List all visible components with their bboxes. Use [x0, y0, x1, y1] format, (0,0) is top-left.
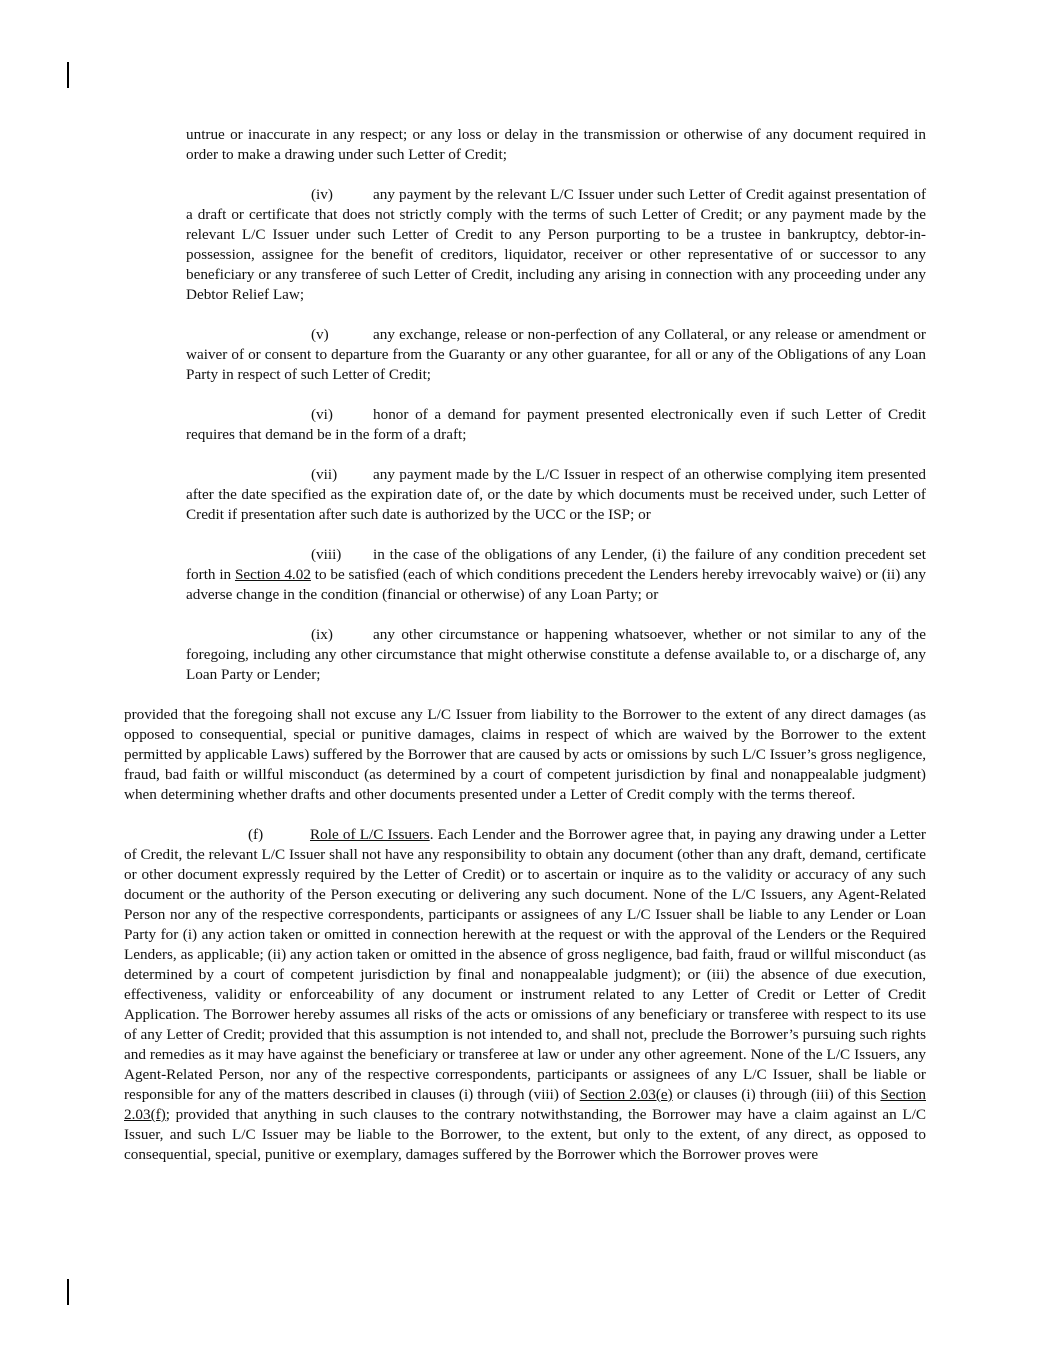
clause-vi — [186, 405, 926, 445]
clause-label: (vii) — [311, 466, 338, 483]
section-reference-link: Section 2.03(f) — [124, 1086, 926, 1123]
clause-label: (v) — [311, 326, 329, 343]
clause-label: (viii) — [311, 546, 342, 563]
clause-label: (vi) — [311, 406, 333, 423]
clause-label: (ix) — [311, 626, 333, 643]
change-bar-top — [67, 62, 69, 88]
intro-continuation: untrue or inaccurate in any respect; or any loss or delay in the transmission or otherwise of any document required in order to make a drawing under such Letter of Credit; — [186, 126, 926, 163]
section-reference-link: Section 4.02 — [234, 566, 311, 583]
section-f-text: ; provided that anything in such clauses to the contrary notwithstanding, the Borrower may have a claim against an L/C Issuer, and such L/C Issuer may be liable to the Borrower, to the extent, but only to the extent, of any direct, as opposed to consequential, special, punitive or exemplary, damages suffered by the Borrower which the Borrower proves were — [124, 1106, 926, 1163]
clause-text: any payment by the relevant L/C Issuer under such Letter of Credit against presentation of a draft or certificate that does not strictly comply with the terms of such Letter of Credit; or any payment made by the relevant L/C Issuer under such Letter of Credit to any Person purporting to be a trustee in bankruptcy, debtor-in-possession, assignee for the benefit of creditors, liquidator, receiver or other representative of or successor to any beneficiary or any transferee of such Letter of Credit, including any arising in connection with any proceeding under any Debtor Relief Law; — [186, 186, 926, 303]
clause-v — [186, 325, 926, 385]
clause-text: any other circumstance or happening whatsoever, whether or not similar to any of the foregoing, including any other circumstance that might otherwise constitute a defense available to, or a discharge of, any Loan Party or Lender; — [186, 626, 926, 683]
change-bar-bottom — [67, 1279, 69, 1305]
section-reference-link: Section 2.03(e) — [579, 1086, 673, 1103]
clause-text: in the case of the obligations of any Lender, (i) the failure of any condition precedent set forth in — [186, 546, 926, 583]
section-f-label: (f) — [248, 826, 264, 843]
section-f-paragraph — [124, 825, 926, 1165]
document-page — [124, 125, 926, 1165]
clause-iv — [186, 185, 926, 305]
section-f-heading: Role of L/C Issuers — [310, 826, 430, 843]
clause-viii — [186, 545, 926, 605]
clause-text: any exchange, release or non-perfection of any Collateral, or any release or amendment or waiver of or consent to departure from the Guaranty or any other guarantee, for all or any of the Obligations of any Loan Party in respect of such Letter of Credit; — [186, 326, 926, 383]
section-f-text: or clauses (i) through (iii) of this — [672, 1086, 881, 1103]
clause-text: honor of a demand for payment presented electronically even if such Letter of Credit requires that demand be in the form of a draft; — [186, 406, 926, 443]
clause-text: any payment made by the L/C Issuer in respect of an otherwise complying item presented after the date specified as the expiration date of, or the date by which documents must be received under, such Letter of Credit if presentation after such date is authorized by the UCC or the ISP; or — [186, 466, 926, 523]
clause-vii — [186, 465, 926, 525]
section-f-text: . Each Lender and the Borrower agree that, in paying any drawing under a Letter of Credit, the relevant L/C Issuer shall not have any responsibility to obtain any document (other than any draft, demand, certificate or other document expressly required by the Letter of Credit) or to ascertain or inquire as to the validity or accuracy of any such document or the authority of the Person executing or delivering any such document. None of the L/C Issuers, any Agent-Related Person nor any of the respective correspondents, participants or assignees of any L/C Issuer shall be liable to any Lender or Loan Party for (i) any action taken or omitted in connection herewith at the request or with the approval of the Lenders or the Required Lenders, as applicable; (ii) any action taken or omitted in the absence of gross negligence, bad faith, fraud or willful misconduct (as determined by a court of competent jurisdiction by final and nonappealable judgment); or (iii) the absence of due execution, effectiveness, validity or enforceability of any document or instrument related to any Letter of Credit or Letter of Credit Application. The Borrower hereby assumes all risks of the acts or omissions of any beneficiary or transferee with respect to its use of any Letter of Credit; provided that this assumption is not intended to, and shall not, preclude the Borrower’s pursuing such rights and remedies as it may have against the beneficiary or transferee at law or under any other agreement. None of the L/C Issuers, any Agent-Related Person, nor any of the respective correspondents, participants or assignees of any L/C Issuer, shall be liable or responsible for any of the matters described in clauses (i) through (viii) of — [124, 826, 926, 1103]
clause-label: (iv) — [311, 186, 333, 203]
clause-ix — [186, 625, 926, 685]
proviso-paragraph: provided that the foregoing shall not excuse any L/C Issuer from liability to the Borrower to the extent of any direct damages (as opposed to consequential, special or punitive damages, claims in respect of which are waived by the Borrower to the extent permitted by applicable Laws) suffered by the Borrower that are caused by acts or omissions by such L/C Issuer’s gross negligence, fraud, bad faith or willful misconduct (as determined by a court of competent jurisdiction by final and nonappealable judgment) when determining whether drafts and other documents presented under a Letter of Credit comply with the terms thereof. — [124, 706, 926, 803]
clause-text: to be satisfied (each of which conditions precedent the Lenders hereby irrevocably waive) or (ii) any adverse change in the condition (financial or otherwise) of any Loan Party; or — [186, 566, 926, 603]
